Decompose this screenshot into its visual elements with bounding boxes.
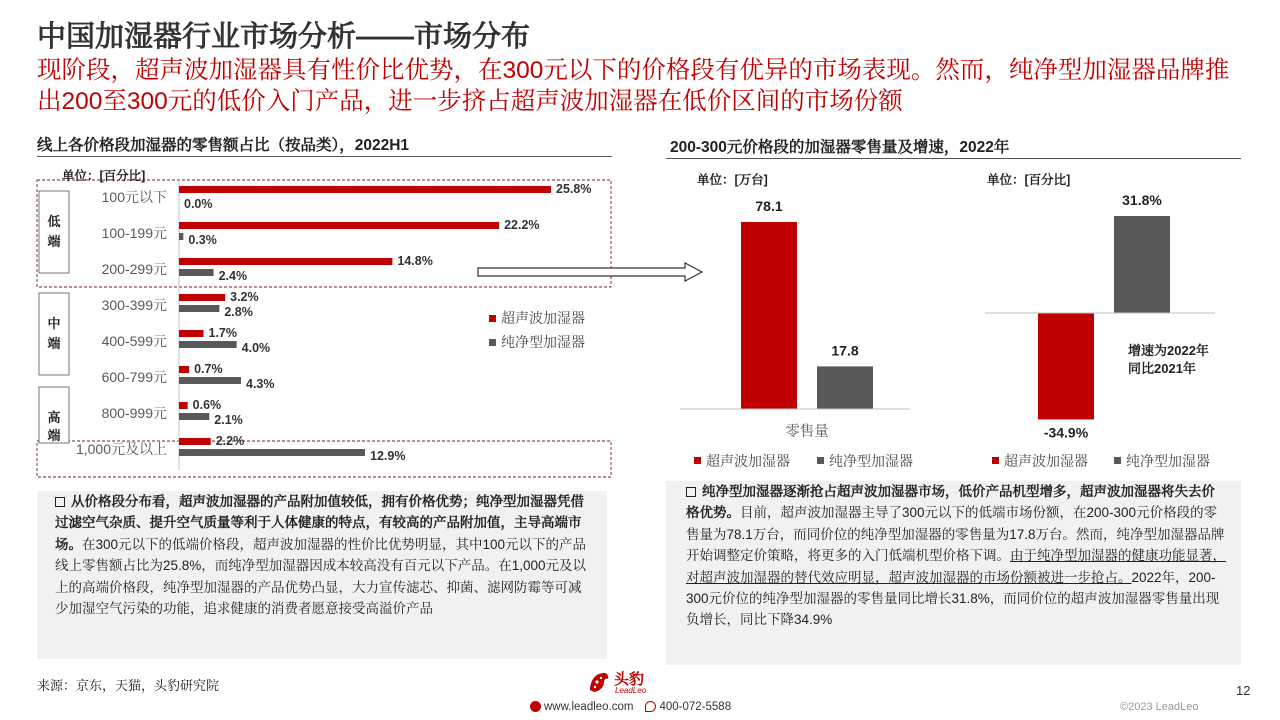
right-note-underlined: 由于纯净型加湿器的健康功能显著，对超声波加湿器的替代效应明显，超声波加湿器的市场份额被进一步抢占。	[686, 548, 1226, 585]
legend-swatch	[489, 315, 496, 322]
data-label-pure: 0.0%	[184, 197, 213, 211]
legend-swatch	[1114, 457, 1121, 464]
category-tick-label: 200-299元	[101, 261, 167, 277]
growth-bar	[1038, 313, 1094, 419]
bar-ultrasonic	[179, 438, 211, 445]
legend-label: 纯净型加湿器	[1126, 453, 1210, 469]
growth-note-line2: 同比2021年	[1128, 361, 1196, 376]
right-note-bold: 纯净型加湿器逐渐抢占超声波加湿器市场，低价产品机型增多，超声波加湿器将失去价格优势。	[686, 484, 1215, 521]
tier-box	[39, 293, 69, 375]
phone-icon	[645, 701, 656, 712]
data-label-pure: 2.4%	[218, 269, 248, 283]
bar-ultrasonic	[179, 186, 551, 193]
checkbox-bullet-icon	[686, 487, 696, 497]
data-label-pure: 4.0%	[241, 341, 271, 355]
tier-box	[39, 191, 69, 273]
volume-bar	[817, 366, 873, 409]
category-tick-label: 300-399元	[101, 297, 167, 313]
legend-swatch	[817, 457, 824, 464]
data-label-ultrasonic: 1.7%	[208, 326, 238, 340]
left-note-text: 在300元以下的低端价格段，超声波加湿器的性价比优势明显，其中100元以下的产品线上零售额占比为25.8%，而纯净型加湿器因成本较高没有百元以下产品。在1,000元及以上的高端价格段，纯净型加湿器的产品优势凸显，大力宣传滤芯、抑菌、滤网防霉等可减少加湿空气污染的功能，追求健康的消费者愿意接受高溢价产品	[55, 536, 587, 617]
growth-data-label: -34.9%	[1043, 424, 1089, 441]
sales-volume-bar-chart	[670, 180, 940, 480]
growth-bar	[1114, 216, 1170, 313]
volume-bar	[741, 222, 797, 409]
legend-label: 超声波加湿器	[1004, 453, 1088, 469]
bar-ultrasonic	[179, 366, 189, 373]
right-note-text-2: 2022年，200-300元价位的纯净型加湿器的零售量同比增长31.8%，而同价位的超声波加湿器零售量出现负增长，同比下降34.9%	[686, 569, 1220, 628]
legend-label: 纯净型加湿器	[501, 334, 585, 350]
page-title: 中国加湿器行业市场分析——市场分布	[37, 21, 531, 53]
volume-category-label: 零售量	[785, 424, 829, 440]
category-tick-label: 100元以下	[101, 189, 167, 205]
leopard-logo-icon	[588, 670, 610, 694]
volume-data-label: 17.8	[831, 342, 859, 359]
bar-ultrasonic	[179, 294, 225, 301]
web-icon	[530, 701, 541, 712]
right-note-box	[666, 481, 1241, 665]
bar-pure	[179, 449, 365, 456]
legend-swatch	[694, 457, 701, 464]
category-tick-label: 100-199元	[101, 225, 167, 241]
tier-label-char: 低	[47, 214, 61, 229]
logo-en: LeadLeo	[615, 686, 647, 695]
data-label-ultrasonic: 14.8%	[397, 254, 433, 268]
data-label-ultrasonic: 3.2%	[230, 290, 259, 304]
legend-label: 超声波加湿器	[501, 310, 585, 326]
data-label-ultrasonic: 0.7%	[194, 362, 223, 376]
left-note-bold: 从价格段分布看，超声波加湿器的产品附加值较低，拥有价格优势；纯净型加湿器凭借过滤空气杂质、提升空气质量等利于人体健康的特点，有较高的产品附加值，主导高端市场。	[55, 494, 584, 552]
page-subtitle: 现阶段，超声波加湿器具有性价比优势，在300元以下的价格段有优异的市场表现。然而，纯净型加湿器品牌推出200至300元的低价入门产品，进一步挤占超声波加湿器在低价区间的市场份额	[37, 57, 1230, 115]
page-number: 12	[1236, 683, 1251, 698]
bar-ultrasonic	[179, 222, 499, 229]
tier-label-char: 端	[47, 234, 61, 249]
price-segment-bar-chart	[0, 0, 640, 485]
bar-pure	[179, 377, 241, 384]
data-label-pure: 12.9%	[370, 449, 406, 463]
category-tick-label: 600-799元	[101, 369, 167, 385]
right-note-text-1: 目前，超声波加湿器主导了300元以下的低端市场份额，在200-300元价格段的零售量为78.1万台，而同价位的纯净型加湿器的零售量为17.8万台。然而，纯净型加湿器品牌开始调整定价策略，将更多的入门低端机型价格下调。	[686, 505, 1225, 564]
growth-rate-bar-chart	[975, 180, 1245, 480]
bar-ultrasonic	[179, 402, 188, 409]
right-unit-right: 单位：[百分比]	[987, 173, 1071, 187]
growth-data-label: 31.8%	[1122, 192, 1162, 208]
bar-ultrasonic	[179, 330, 204, 337]
data-label-pure: 2.1%	[214, 413, 243, 427]
legend-swatch	[489, 339, 496, 346]
category-tick-label: 800-999元	[101, 405, 167, 421]
left-note-box	[37, 491, 607, 659]
data-label-ultrasonic: 2.2%	[215, 434, 245, 448]
bar-pure	[179, 305, 219, 312]
growth-note-line1: 增速为2022年	[1128, 343, 1209, 358]
right-title-underline	[666, 158, 1241, 159]
tier-label-char: 中	[47, 316, 61, 331]
footer-website[interactable]: www.leadleo.com	[544, 701, 634, 713]
tier-label-char: 端	[47, 336, 61, 351]
source-note: 来源：京东，天猫，头豹研究院	[37, 678, 220, 693]
bar-pure	[179, 233, 183, 240]
data-label-ultrasonic: 0.6%	[192, 398, 222, 412]
tier-label-char: 端	[47, 428, 61, 443]
legend-swatch	[992, 457, 999, 464]
left-unit-label: 单位：[百分比]	[62, 169, 146, 183]
data-label-pure: 4.3%	[246, 377, 275, 391]
bar-pure	[179, 269, 214, 276]
bar-ultrasonic	[179, 258, 392, 265]
data-label-pure: 0.3%	[188, 233, 217, 247]
leadleo-logo	[582, 668, 677, 698]
growth-note	[1128, 342, 1209, 378]
logo-cn: 头豹	[614, 671, 645, 688]
left-chart-title: 线上各价格段加湿器的零售额占比（按品类），2022H1	[37, 137, 410, 154]
category-tick-label: 400-599元	[101, 333, 167, 349]
data-label-ultrasonic: 22.2%	[504, 218, 540, 232]
right-chart-title: 200-300元价格段的加湿器零售量及增速，2022年	[670, 139, 1010, 156]
footer-contact	[530, 701, 731, 713]
data-label-ultrasonic: 25.8%	[556, 182, 592, 196]
tier-label-char: 高	[47, 410, 61, 425]
right-unit-left: 单位：[万台]	[697, 173, 768, 187]
bar-pure	[179, 413, 209, 420]
copyright: ©2023 LeadLeo	[1120, 701, 1199, 713]
footer-phone: 400-072-5588	[659, 701, 732, 713]
data-label-pure: 2.8%	[224, 305, 253, 319]
legend-label: 超声波加湿器	[706, 453, 790, 469]
legend-label: 纯净型加湿器	[829, 453, 913, 469]
category-tick-label: 1,000元及以上	[75, 441, 167, 457]
volume-data-label: 78.1	[755, 198, 783, 214]
checkbox-bullet-icon	[55, 497, 65, 507]
bar-pure	[179, 341, 237, 348]
